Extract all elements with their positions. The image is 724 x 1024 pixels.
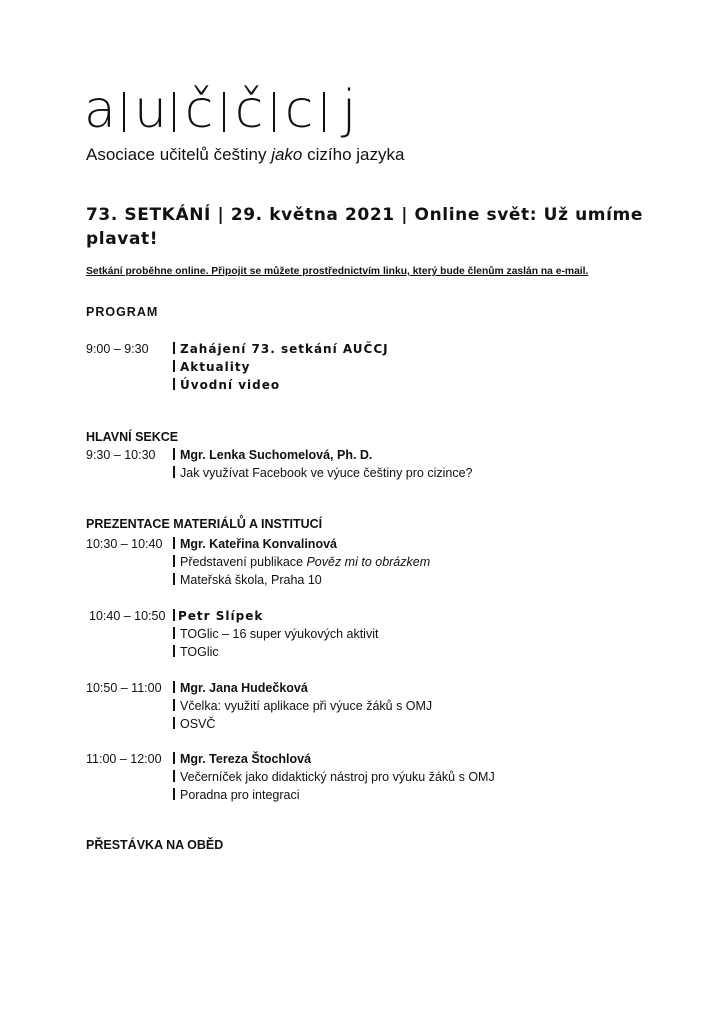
logo-letter: c	[284, 80, 314, 140]
agenda-item: Úvodní video	[180, 378, 281, 392]
speaker-name: Petr Slípek	[178, 609, 264, 623]
speaker-name: Mgr. Jana Hudečková	[180, 681, 308, 695]
affiliation: Poradna pro integraci	[180, 788, 300, 802]
talk-topic: Jak využívat Facebook ve výuce češtiny pro cizince?	[180, 466, 473, 480]
auccj-logo	[84, 80, 364, 140]
agenda-item: Aktuality	[180, 360, 251, 374]
time-slot: 11:00 – 12:00	[86, 752, 162, 766]
logo-letter: č	[184, 80, 214, 140]
meeting-headline: 73. SETKÁNÍ | 29. května 2021 | Online svět: Už umíme plavat!	[86, 205, 643, 249]
separator-bar	[173, 717, 175, 729]
presentations-heading: PREZENTACE MATERIÁLŮ A INSTITUCÍ	[86, 517, 323, 531]
separator-bar	[173, 752, 175, 764]
separator-bar	[173, 537, 175, 549]
separator-bar	[173, 378, 175, 390]
separator-bar	[173, 609, 175, 621]
logo-letter: a	[84, 80, 116, 140]
speaker-name: Mgr. Lenka Suchomelová, Ph. D.	[180, 448, 373, 462]
tagline-italic: jako	[271, 145, 303, 164]
separator-bar	[173, 645, 175, 657]
main-section-heading: HLAVNÍ SEKCE	[86, 430, 179, 444]
logo-letter: u	[134, 80, 167, 140]
separator-bar	[173, 342, 175, 354]
affiliation: OSVČ	[180, 717, 216, 731]
logo-letter: j	[341, 80, 357, 140]
logo-separator	[273, 92, 275, 132]
time-slot: 10:30 – 10:40	[86, 537, 163, 551]
talk-topic: TOGlic – 16 super výukových aktivit	[180, 627, 379, 641]
time-slot: 9:30 – 10:30	[86, 448, 156, 462]
separator-bar	[173, 681, 175, 693]
logo-separator	[223, 92, 225, 132]
tagline-text: Asociace učitelů češtiny	[86, 145, 272, 164]
affiliation: TOGlic	[180, 645, 219, 659]
online-notice: Setkání proběhne online. Připojit se můžete prostřednictvím linku, který bude členům zaslán na e-mail.	[86, 266, 589, 277]
tagline-text-end: cizího jazyka	[302, 145, 405, 164]
affiliation: Mateřská škola, Praha 10	[180, 573, 322, 587]
lunch-break-heading: PŘESTÁVKA NA OBĚD	[86, 838, 224, 852]
organization-tagline	[86, 145, 404, 165]
program-heading: PROGRAM	[86, 305, 159, 319]
speaker-name: Mgr. Kateřina Konvalinová	[180, 537, 337, 551]
agenda-line	[173, 358, 389, 376]
separator-bar	[173, 555, 175, 567]
agenda-item: Zahájení 73. setkání AUČCJ	[180, 342, 389, 356]
agenda-line	[173, 376, 389, 394]
logo-letter: č	[234, 80, 264, 140]
separator-bar	[173, 699, 175, 711]
separator-bar	[173, 770, 175, 782]
logo-separator	[123, 92, 125, 132]
talk-topic: Večerníček jako didaktický nástroj pro výuku žáků s OMJ	[180, 770, 495, 784]
agenda-line	[173, 340, 389, 358]
talk-topic: Představení publikace	[180, 555, 307, 569]
separator-bar	[173, 788, 175, 800]
separator-bar	[173, 448, 175, 460]
logo-separator	[323, 92, 325, 132]
logo-separator	[173, 92, 175, 132]
time-slot: 9:00 – 9:30	[86, 342, 149, 356]
separator-bar	[173, 627, 175, 639]
separator-bar	[173, 573, 175, 585]
separator-bar	[173, 466, 175, 478]
time-slot: 10:50 – 11:00	[86, 681, 162, 695]
speaker-name: Mgr. Tereza Štochlová	[180, 752, 312, 766]
time-slot: 10:40 – 10:50	[89, 609, 166, 623]
publication-title: Pověz mi to obrázkem	[306, 555, 431, 569]
separator-bar	[173, 360, 175, 372]
talk-topic: Včelka: využití aplikace při výuce žáků s OMJ	[180, 699, 433, 713]
